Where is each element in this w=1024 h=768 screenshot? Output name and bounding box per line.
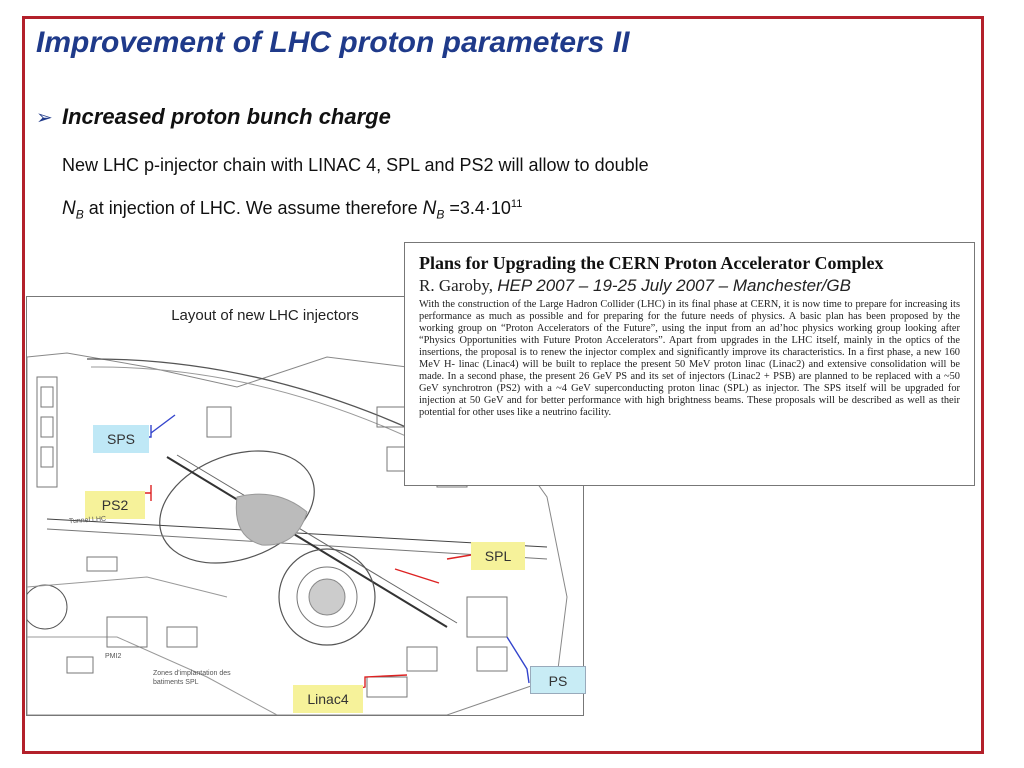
exponent: 11 <box>510 198 523 210</box>
arrow-bullet-icon: ➢ <box>36 106 53 129</box>
nb-symbol: $N_B$ <box>62 198 84 222</box>
reference-box <box>404 242 975 486</box>
body-line-1: New LHC p-injector chain with LINAC 4, SPL and PS2 will allow to double <box>62 155 649 175</box>
sps-label: SPS <box>93 425 149 453</box>
zones-label: Zones d'implantation des batiments SPL <box>153 670 231 686</box>
ps2-label: PS2 <box>85 491 145 519</box>
ps-label: PS <box>530 666 586 694</box>
pm2-label: PMI2 <box>105 653 122 660</box>
reference-venue: HEP 2007 – 19-25 July 2007 – Manchester/GB <box>497 276 851 295</box>
line2-text-a: at injection of LHC. We assume therefore <box>83 198 423 218</box>
linac4-label: Linac4 <box>293 685 363 713</box>
slide-title: Improvement of LHC proton parameters II <box>36 26 630 59</box>
spl-label: SPL <box>471 542 525 570</box>
reference-title: Plans for Upgrading the CERN Proton Accelerator Complex <box>419 253 884 273</box>
bullet-text: Increased proton bunch charge <box>62 104 391 129</box>
bullet-row <box>36 104 391 130</box>
reference-author: R. Garoby <box>419 276 489 295</box>
reference-abstract: With the construction of the Large Hadron Collider (LHC) in its final phase at CERN, it is now time to prepare for increasing its performance as much as possible and for preparing for the future needs of physics. A basic plan has been proposed by the working group on “Proton Accelerators of the Future”, using the input from an ad’hoc physics working group looking after “Physics Opportunities with Future Proton Accelerators”. Apart from upgrades in the LHC itself, mainly in the optics of the insertions, the proposal is to renew the injector complex and significantly improve its characteristics. In a first phase, a new 160 MeV H- linac (Linac4) will be built to replace the present 50 MeV proton linac (Linac2) and extensive consolidation will be made. In a second phase, the present 26 GeV PS and its set of injectors (Linac2 + PSB) are planned to be replaced with a ~50 GeV synchrotron (PS2) with a ~4 GeV superconducting proton linac (SPL) as injector. The SPS itself will be upgraded for injection at 50 GeV and for better performance with high brightness beams. These proposals will be described as well as their potential for other uses like a neutrino facility. <box>419 299 960 418</box>
line2-text-b: =3.4·10 <box>444 198 511 218</box>
body-line-2 <box>62 198 522 222</box>
reference-author-line: R. Garoby, HEP 2007 – 19-25 July 2007 – Manchester/GB <box>419 276 851 295</box>
nb-symbol-2: $N_B$ <box>422 198 445 222</box>
map-caption: Layout of new LHC injectors <box>171 307 359 324</box>
tunnel-label: Tunnel LHC <box>68 515 107 526</box>
